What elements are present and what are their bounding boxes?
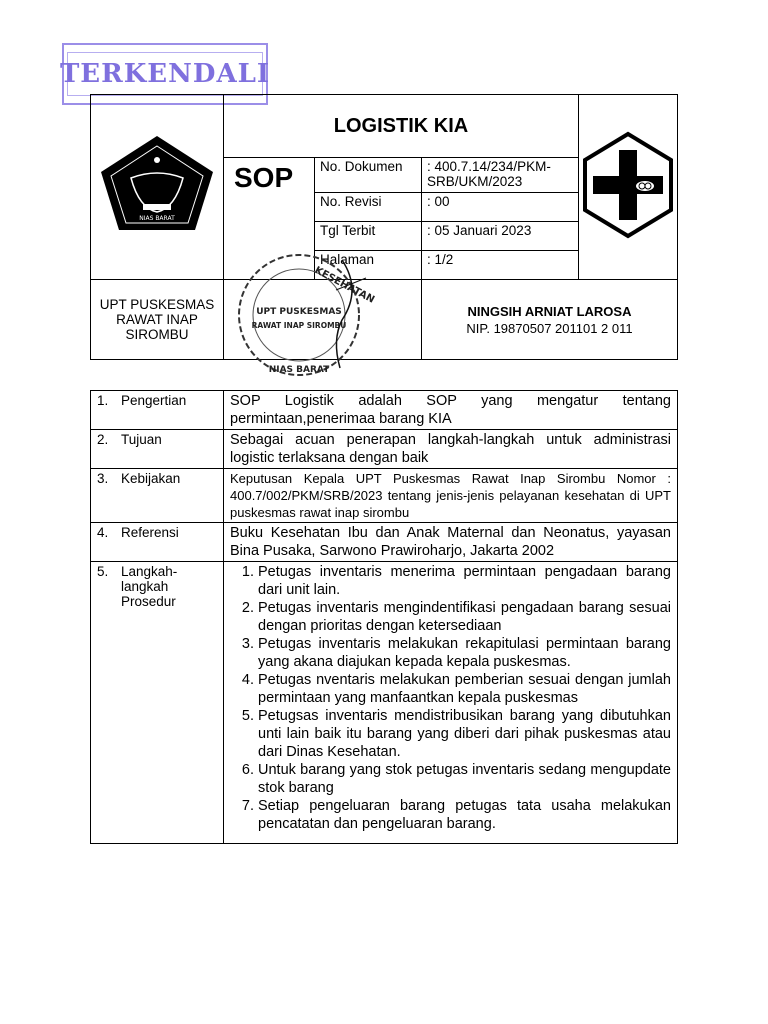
health-ministry-logo-icon bbox=[579, 130, 677, 240]
procedure-step: 7. Setiap pengeluaran barang petugas tata usaha melakukan pencatatan dan pengeluaran barang. bbox=[258, 797, 671, 833]
section-label: Tujuan bbox=[119, 430, 224, 469]
meta-value: : 00 bbox=[422, 193, 579, 222]
official-round-stamp-icon bbox=[232, 250, 377, 380]
section-number: 3. bbox=[91, 469, 120, 523]
meta-label: Halaman bbox=[315, 251, 422, 280]
meta-label: No. Dokumen bbox=[315, 158, 422, 193]
svg-text:NIAS BARAT: NIAS BARAT bbox=[268, 365, 330, 375]
svg-text:RAWAT INAP SIROMBU: RAWAT INAP SIROMBU bbox=[251, 321, 347, 330]
section-number: 2. bbox=[91, 430, 120, 469]
organization-name: UPT PUSKESMAS RAWAT INAP SIROMBU bbox=[91, 280, 224, 360]
signatory-nip: NIP. 19870507 201101 2 011 bbox=[466, 320, 633, 336]
signatory-name: NINGSIH ARNIAT LAROSA bbox=[467, 303, 632, 319]
signatory-cell bbox=[422, 280, 678, 360]
ministry-logo-cell bbox=[579, 95, 678, 280]
meta-value: : 400.7.14/234/PKM- SRB/UKM/2023 bbox=[422, 158, 579, 193]
procedure-step: 3. Petugas inventaris melakukan rekapitulasi permintaan barang yang akana diajukan kepada kepala puskesmas. bbox=[258, 635, 671, 671]
meta-label: No. Revisi bbox=[315, 193, 422, 222]
sop-label: SOP bbox=[224, 158, 315, 280]
procedure-step: 2. Petugas inventaris mengindentifikasi pengadaan barang sesuai dengan prioritas dengan ketersediaan bbox=[258, 599, 671, 635]
procedure-step: 6. Untuk barang yang stok petugas inventaris sedang mengupdate stok barang bbox=[258, 761, 671, 797]
procedure-step: 1. Petugas inventaris menerima permintaan pengadaan barang dari unit lain. bbox=[258, 563, 671, 599]
meta-value: : 1/2 bbox=[422, 251, 579, 280]
section-label: Langkah- langkah Prosedur bbox=[119, 562, 224, 844]
section-row bbox=[91, 430, 678, 469]
section-text: Keputusan Kepala UPT Puskesmas Rawat Inap Sirombu Nomor : 400.7/002/PKM/SRB/2023 tentang jenis-jenis pelayanan kesehatan di UPT puskesmas rawat inap sirombu bbox=[224, 469, 678, 523]
section-number: 4. bbox=[91, 523, 120, 562]
meta-label: Tgl Terbit bbox=[315, 222, 422, 251]
section-number: 1. bbox=[91, 391, 120, 430]
document-title: LOGISTIK KIA bbox=[224, 95, 579, 158]
sop-header-table bbox=[90, 94, 678, 360]
section-row bbox=[91, 562, 678, 844]
section-number: 5. bbox=[91, 562, 120, 844]
procedure-step: 4. Petugas nventaris melakukan pemberian sesuai dengan jumlah permintaan yang manfaantkan kepala puskesmas bbox=[258, 671, 671, 707]
regency-logo-cell bbox=[91, 95, 224, 280]
svg-text:NIAS BARAT: NIAS BARAT bbox=[139, 214, 175, 222]
section-row bbox=[91, 391, 678, 430]
section-text: SOP Logistik adalah SOP yang mengatur tentang permintaan,penerimaa barang KIA bbox=[224, 391, 678, 430]
regency-logo-icon bbox=[91, 130, 223, 240]
svg-text:UPT PUSKESMAS: UPT PUSKESMAS bbox=[256, 307, 342, 317]
meta-value: : 05 Januari 2023 bbox=[422, 222, 579, 251]
section-row bbox=[91, 469, 678, 523]
controlled-stamp-text: TERKENDALI bbox=[67, 52, 263, 96]
procedure-step: 5. Petugsas inventaris mendistribusikan barang yang dibutuhkan unti lain baik itu barang yang diberi dari pihak puskesmas atau dari Dinas Kesehatan. bbox=[258, 707, 671, 761]
section-label: Kebijakan bbox=[119, 469, 224, 523]
section-text: Sebagai acuan penerapan langkah-langkah untuk administrasi logistic terlaksana dengan baik bbox=[224, 430, 678, 469]
section-label: Referensi bbox=[119, 523, 224, 562]
section-label: Pengertian bbox=[119, 391, 224, 430]
section-text: Buku Kesehatan Ibu dan Anak Maternal dan Neonatus, yayasan Bina Pusaka, Sarwono Prawiroharjo, Jakarta 2002 bbox=[224, 523, 678, 562]
svg-text:KESEHATAN: KESEHATAN bbox=[312, 264, 377, 306]
section-row bbox=[91, 523, 678, 562]
sop-body-table bbox=[90, 390, 678, 844]
procedure-steps bbox=[224, 562, 678, 844]
